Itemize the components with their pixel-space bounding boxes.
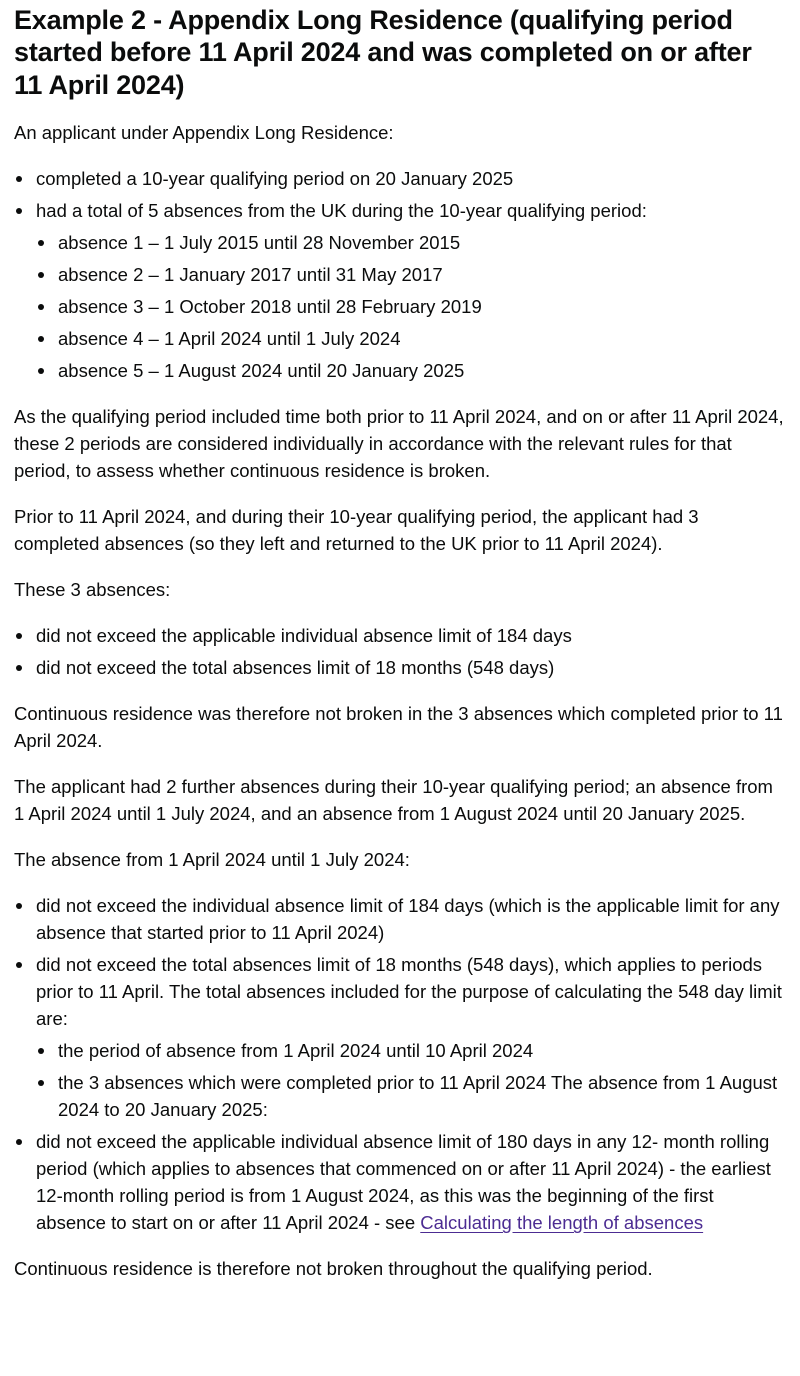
list-item: did not exceed the individual absence limit of 184 days (which is the applicable limit for any absence that started prior to 11 April 2024)	[14, 892, 786, 946]
list-item	[14, 951, 786, 1123]
list-item: did not exceed the applicable individual absence limit of 184 days	[14, 622, 786, 649]
paragraph: The applicant had 2 further absences during their 10-year qualifying period; an absence from 1 April 2024 until 1 July 2024, and an absence from 1 August 2024 until 20 January 2025.	[14, 776, 773, 825]
absences-list	[36, 229, 786, 384]
intro-text: An applicant under Appendix Long Residence:	[14, 122, 394, 144]
calculating-length-of-absences-link[interactable]: Calculating the length of absences	[420, 1212, 704, 1234]
absence-item: absence 4 – 1 April 2024 until 1 July 2024	[36, 325, 786, 352]
paragraph: Prior to 11 April 2024, and during their 10-year qualifying period, the applicant had 3 completed absences (so they left and returned to the UK prior to 11 April 2024).	[14, 506, 699, 555]
list-item	[14, 197, 786, 384]
list-item: completed a 10-year qualifying period on 20 January 2025	[14, 165, 786, 192]
paragraph: These 3 absences:	[14, 579, 171, 601]
list-item-text: did not exceed the total absences limit of 18 months (548 days), which applies to periods prior to 11 April. The total absences included for the purpose of calculating the 548 day limit are:	[36, 954, 782, 1030]
absence-item: absence 5 – 1 August 2024 until 20 January 2025	[36, 357, 786, 384]
list-item: the 3 absences which were completed prior to 11 April 2024 The absence from 1 August 2024 to 20 January 2025:	[36, 1069, 786, 1123]
list-item	[14, 1128, 786, 1236]
list-item-text: had a total of 5 absences from the UK during the 10-year qualifying period:	[36, 200, 647, 222]
paragraph: The absence from 1 April 2024 until 1 July 2024:	[14, 849, 410, 871]
applicant-summary-list	[14, 165, 786, 384]
paragraph: Continuous residence is therefore not broken throughout the qualifying period.	[14, 1258, 653, 1280]
list-item-text: did not exceed the applicable individual absence limit of 180 days in any 12- month rolling period (which applies to absences that commenced on or after 11 April 2024) - the earliest 12-month rolling period is from 1 August 2024, as this was the beginning of the first absence to start on or after 11 April 2024 - see	[36, 1131, 771, 1234]
list-item: the period of absence from 1 April 2024 until 10 April 2024	[36, 1037, 786, 1064]
absence-item: absence 2 – 1 January 2017 until 31 May 2017	[36, 261, 786, 288]
absence-item: absence 1 – 1 July 2015 until 28 November 2015	[36, 229, 786, 256]
further-absences-list	[14, 892, 786, 1236]
total-absences-list	[36, 1037, 786, 1123]
list-item: did not exceed the total absences limit of 18 months (548 days)	[14, 654, 786, 681]
absence-item: absence 3 – 1 October 2018 until 28 February 2019	[36, 293, 786, 320]
absence-limits-list	[14, 622, 786, 681]
page-heading: Example 2 - Appendix Long Residence (qualifying period started before 11 April 2024 and was completed on or after 11 April 2024)	[14, 5, 752, 100]
paragraph: Continuous residence was therefore not broken in the 3 absences which completed prior to 11 April 2024.	[14, 703, 783, 752]
paragraph: As the qualifying period included time both prior to 11 April 2024, and on or after 11 April 2024, these 2 periods are considered individually in accordance with the relevant rules for that period, to assess whether continuous residence is broken.	[14, 406, 784, 482]
